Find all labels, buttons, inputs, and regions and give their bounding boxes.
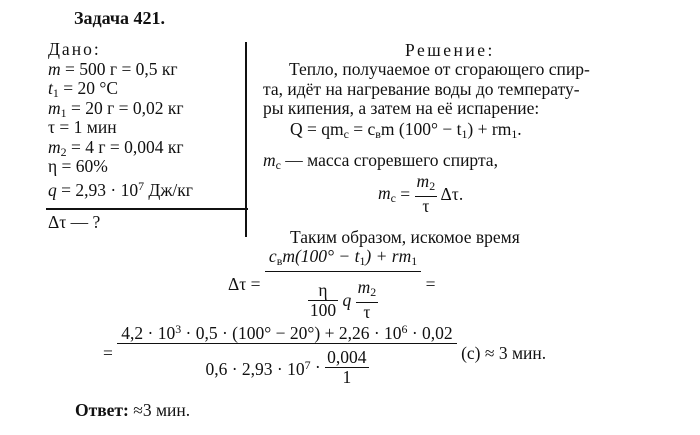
solution-header: Решение: [405, 40, 495, 60]
given-block [48, 39, 193, 200]
answer-value: ≈3 мин. [128, 400, 191, 420]
fraction-0004-1: $\frac{0,004}{1}$ [327, 347, 367, 387]
thus-line: Таким образом, искомое время [290, 227, 520, 247]
fraction-m2-tau-den: $\frac{m_2}{\tau}$ [357, 277, 377, 322]
problem-title: Задача 421. [74, 8, 166, 28]
paragraph-line-3: ры кипения, а затем на её испарение: [263, 98, 540, 118]
definition-line: $m_c$ — масса сгоревшего спирта, [263, 150, 498, 172]
given-mass1: $m_1 = 20$ г = 0,02 кг [48, 97, 184, 120]
given-mass2: $m_2 = 4$ г = 0,004 кг [48, 136, 184, 159]
given-time: τ = 1 мин [48, 117, 117, 137]
paragraph-line-2: та, идёт на нагревание воды до температу- [263, 78, 580, 99]
solution-paragraph [263, 60, 590, 119]
given-mass: m = 500 г = 0,5 кг [48, 58, 178, 79]
fraction-m2-tau: $\frac{m_2}{\tau}$ [416, 171, 436, 216]
fraction-time-formula: $c_вm(100^\circ - t_1) + rm_1$ $\frac{\eta}{100}$ q $\frac{m_2}{\tau}$ [265, 247, 421, 322]
given-efficiency: η = 60% [48, 156, 108, 176]
fraction-numeric: $4,2 \cdot 10^3 \cdot 0,5 \cdot (100^\circ - 20^\circ) + 2,26 \cdot 10^6 \cdot 0,02$ $0,6 \cdot 2,93 \cdot 10^7$ · $\frac{0,004}{1}$ [117, 320, 456, 387]
find-unknown: Δτ — ? [48, 212, 101, 232]
given-temp: $t_1 = 20$ °C [48, 78, 118, 100]
equation-time-formula: Δτ = $c_вm(100^\circ - t_1) + rm_1$ $\frac{\eta}{100}$ q $\frac{m_2}{\tau}$ = [228, 246, 436, 322]
paragraph-line-1: Тепло, получаемое от сгорающего спир- [289, 59, 590, 79]
fraction-eta-100: $\frac{\eta}{100}$ [309, 279, 337, 320]
equation-numeric: = $4,2 \cdot 10^3 \cdot 0,5 \cdot (100^\circ - 20^\circ) + 2,26 \cdot 10^6 \cdot 0,02$ $0,6 \cdot 2,93 \cdot 10^7$ · $\frac{0,004}{1}$ (с) ≈ 3 мин. [103, 322, 547, 387]
equation-heat: $Q = qm_c = c_вm$ $(100^\circ - t_1) + rm_1$. [290, 119, 522, 141]
given-divider-horizontal [46, 208, 248, 210]
given-heat: $q = 2,93 \cdot 10^7$ Дж/кг [48, 178, 193, 200]
equation-alcohol-mass: $m_c$ = $\frac{m_2}{\tau}$ Δτ. [378, 171, 464, 216]
given-header: Дано: [48, 39, 101, 59]
answer-line [75, 400, 190, 421]
answer-label: Ответ: [75, 400, 129, 420]
